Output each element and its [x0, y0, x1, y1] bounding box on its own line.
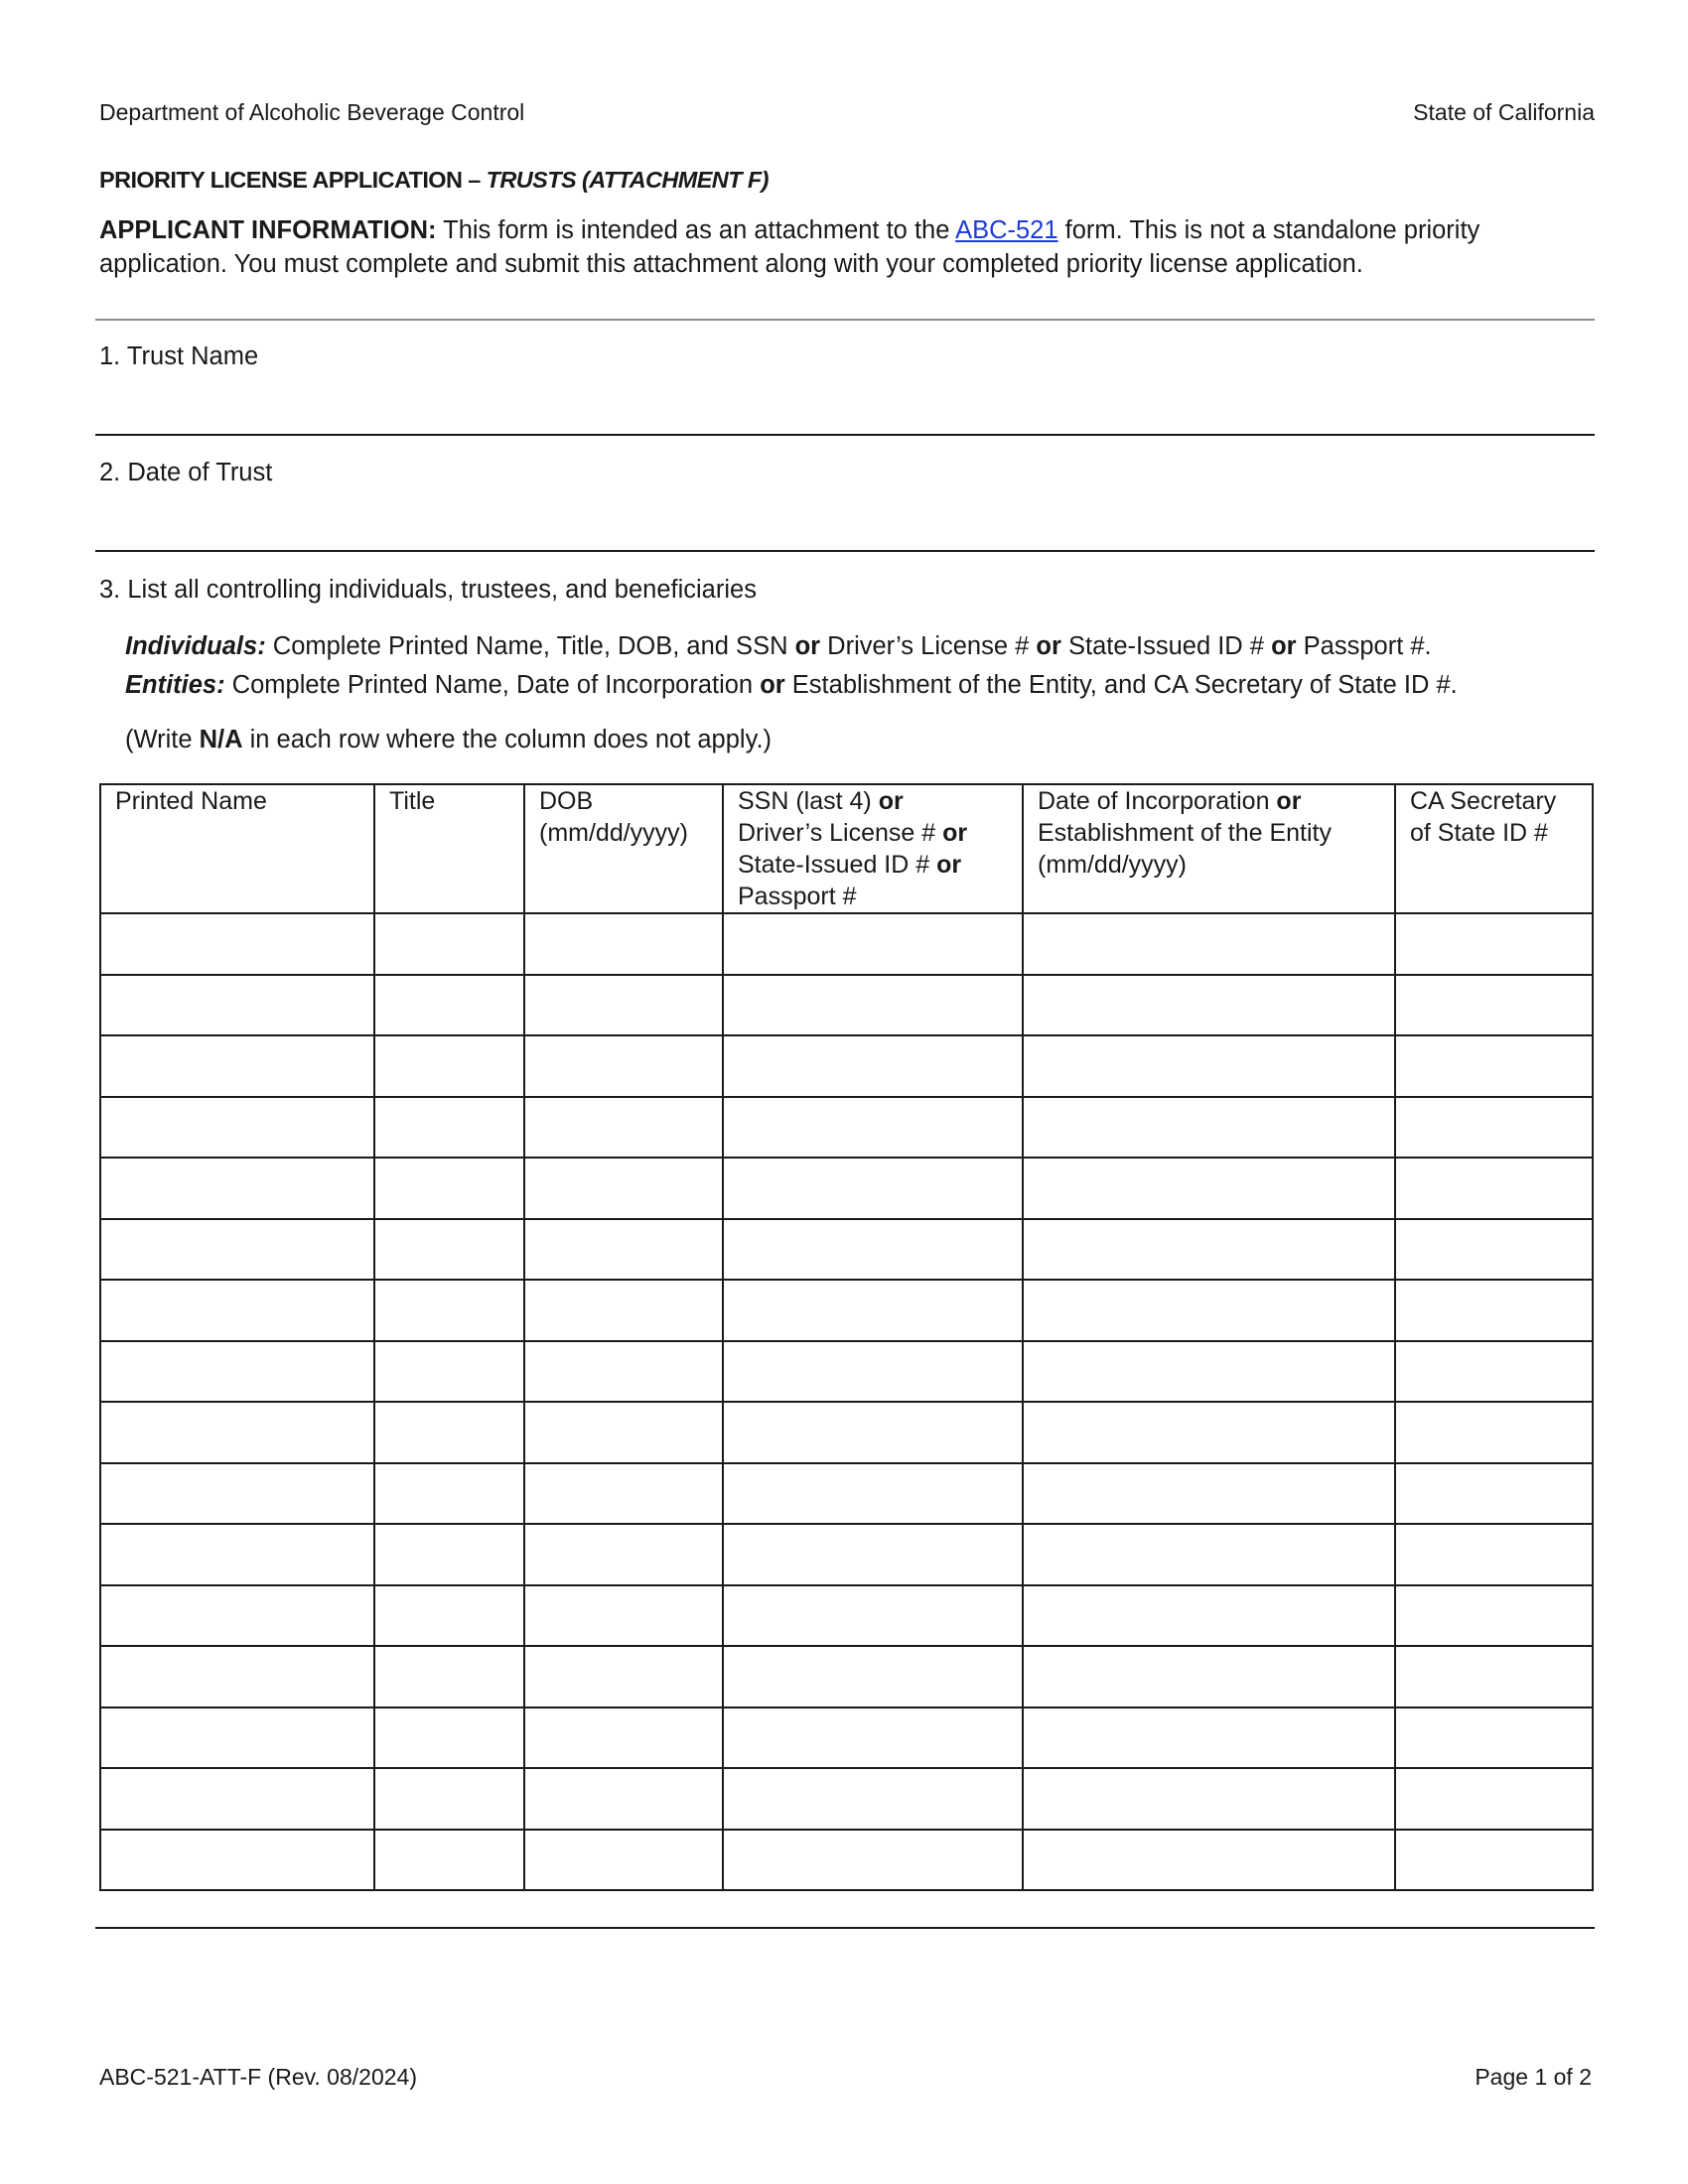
ssn-input[interactable]: [724, 1708, 1022, 1768]
ssn-input[interactable]: [724, 1831, 1022, 1890]
dob-input[interactable]: [525, 976, 722, 1035]
table-row: [100, 1035, 1593, 1097]
table-cell-ca-sos-id: [1395, 1830, 1593, 1891]
table-cell-date-of-incorporation: [1023, 1707, 1395, 1769]
table-cell-date-of-incorporation: [1023, 975, 1395, 1036]
printed-name-input[interactable]: [101, 1281, 373, 1340]
table-cell-ssn: [723, 1585, 1023, 1647]
table-cell-title: [374, 913, 524, 975]
dob-input[interactable]: [525, 1220, 722, 1280]
table-cell-ssn: [723, 1280, 1023, 1341]
table-body: [100, 913, 1593, 1890]
question-trust-name: 1. Trust Name: [99, 342, 259, 370]
table-cell-printed-name: [100, 975, 374, 1036]
bottom-divider: [95, 1927, 1595, 1929]
col-label: State-Issued ID #: [738, 851, 937, 879]
table-cell-ssn: [723, 1158, 1023, 1219]
table-cell-printed-name: [100, 1280, 374, 1341]
note-na: N/A: [199, 726, 243, 753]
col-label: (mm/dd/yyyy): [539, 819, 688, 847]
table-row: [100, 1830, 1593, 1891]
printed-name-input[interactable]: [101, 1708, 373, 1768]
title-input[interactable]: [375, 1098, 523, 1158]
title-input[interactable]: [375, 1586, 523, 1646]
ca-sos-id-input[interactable]: [1396, 1525, 1592, 1584]
table-cell-printed-name: [100, 1830, 374, 1891]
dob-input[interactable]: [525, 1708, 722, 1768]
table-cell-ca-sos-id: [1395, 1402, 1593, 1463]
table-cell-date-of-incorporation: [1023, 1280, 1395, 1341]
dob-input[interactable]: [525, 1464, 722, 1524]
table-cell-title: [374, 1158, 524, 1219]
table-cell-ssn: [723, 975, 1023, 1036]
col-label: Passport #: [738, 883, 857, 910]
table-cell-ca-sos-id: [1395, 913, 1593, 975]
note-text: in each row where the column does not apply.): [242, 726, 773, 753]
table-cell-printed-name: [100, 1097, 374, 1159]
table-cell-printed-name: [100, 1402, 374, 1463]
table-cell-dob: [524, 1158, 723, 1219]
ssn-input[interactable]: [724, 1342, 1022, 1402]
col-or: or: [1276, 787, 1302, 815]
table-cell-ssn: [723, 1768, 1023, 1830]
table-cell-title: [374, 1830, 524, 1891]
table-cell-ssn: [723, 1097, 1023, 1159]
ssn-input[interactable]: [724, 914, 1022, 974]
controlling-individuals-table: [99, 783, 1594, 1891]
table-cell-ca-sos-id: [1395, 1768, 1593, 1830]
dob-input[interactable]: [525, 1036, 722, 1096]
applicant-info-label: APPLICANT INFORMATION:: [99, 216, 437, 244]
col-or: or: [942, 819, 968, 847]
table-cell-printed-name: [100, 1646, 374, 1707]
ssn-input[interactable]: [724, 976, 1022, 1035]
table-cell-date-of-incorporation: [1023, 1158, 1395, 1219]
ca-sos-id-input[interactable]: [1396, 1769, 1592, 1829]
table-cell-printed-name: [100, 1341, 374, 1403]
table-cell-printed-name: [100, 1158, 374, 1219]
table-cell-title: [374, 1768, 524, 1830]
instr-text: Complete Printed Name, Title, DOB, and SSN: [265, 632, 795, 660]
table-row: [100, 1280, 1593, 1341]
col-ssn: [723, 784, 1023, 913]
table-cell-dob: [524, 1585, 723, 1647]
dob-input[interactable]: [525, 1098, 722, 1158]
ssn-input[interactable]: [724, 1220, 1022, 1280]
table-cell-printed-name: [100, 1463, 374, 1525]
table-row: [100, 1219, 1593, 1281]
table-cell-ca-sos-id: [1395, 1341, 1593, 1403]
ca-sos-id-input[interactable]: [1396, 1403, 1592, 1462]
table-cell-date-of-incorporation: [1023, 1341, 1395, 1403]
printed-name-input[interactable]: [101, 914, 373, 974]
date-of-incorporation-input[interactable]: [1024, 1586, 1394, 1646]
table-cell-title: [374, 1707, 524, 1769]
title-input[interactable]: [375, 1831, 523, 1890]
question-controlling-individuals: 3. List all controlling individuals, trustees, and beneficiaries: [99, 576, 757, 604]
dob-input[interactable]: [525, 1403, 722, 1462]
table-row: [100, 1158, 1593, 1219]
table-cell-ssn: [723, 1341, 1023, 1403]
col-label: Title: [389, 787, 436, 815]
table-cell-ca-sos-id: [1395, 1524, 1593, 1585]
col-label: CA Secretary: [1410, 787, 1557, 815]
instr-or: or: [794, 632, 821, 660]
table-cell-dob: [524, 1280, 723, 1341]
ssn-input[interactable]: [724, 1281, 1022, 1340]
intro-text: This form is intended as an attachment to the: [436, 216, 956, 244]
table-cell-title: [374, 1585, 524, 1647]
printed-name-input[interactable]: [101, 1159, 373, 1218]
col-dob: [524, 784, 723, 913]
table-row: [100, 1341, 1593, 1403]
trust-name-input[interactable]: [95, 388, 1599, 434]
form-title: [99, 167, 769, 194]
table-cell-ca-sos-id: [1395, 1219, 1593, 1281]
printed-name-input[interactable]: [101, 1098, 373, 1158]
date-of-incorporation-input[interactable]: [1024, 1220, 1394, 1280]
title-input[interactable]: [375, 1342, 523, 1402]
table-cell-title: [374, 1646, 524, 1707]
table-cell-dob: [524, 1219, 723, 1281]
ca-sos-id-input[interactable]: [1396, 1647, 1592, 1706]
table-cell-dob: [524, 913, 723, 975]
applicant-information: [99, 213, 1609, 281]
date-of-incorporation-input[interactable]: [1024, 1403, 1394, 1462]
printed-name-input[interactable]: [101, 1036, 373, 1096]
table-cell-date-of-incorporation: [1023, 1463, 1395, 1525]
instr-or: or: [1271, 632, 1297, 660]
printed-name-input[interactable]: [101, 1403, 373, 1462]
table-row: [100, 913, 1593, 975]
form-title-sub: TRUSTS (ATTACHMENT F): [486, 167, 769, 193]
table-cell-ssn: [723, 1524, 1023, 1585]
table-cell-dob: [524, 975, 723, 1036]
entities-instructions: [125, 671, 1458, 700]
title-input[interactable]: [375, 1281, 523, 1340]
abc-521-link[interactable]: ABC-521: [955, 216, 1058, 244]
date-of-incorporation-input[interactable]: [1024, 1769, 1394, 1829]
date-of-incorporation-input[interactable]: [1024, 976, 1394, 1035]
table-row: [100, 1585, 1593, 1647]
ssn-input[interactable]: [724, 1464, 1022, 1524]
printed-name-input[interactable]: [101, 1464, 373, 1524]
date-of-trust-input[interactable]: [95, 504, 1599, 550]
instr-text: Complete Printed Name, Date of Incorporation: [224, 671, 761, 699]
table-cell-ssn: [723, 1830, 1023, 1891]
table-cell-dob: [524, 1402, 723, 1463]
table-cell-ssn: [723, 913, 1023, 975]
dob-input[interactable]: [525, 1831, 722, 1890]
table-cell-ssn: [723, 1402, 1023, 1463]
ssn-input[interactable]: [724, 1036, 1022, 1096]
ca-sos-id-input[interactable]: [1396, 1586, 1592, 1646]
table-cell-title: [374, 975, 524, 1036]
table-cell-ca-sos-id: [1395, 1463, 1593, 1525]
form-title-main: PRIORITY LICENSE APPLICATION –: [99, 167, 487, 193]
col-label: Establishment of the Entity: [1038, 819, 1332, 847]
table-cell-dob: [524, 1830, 723, 1891]
col-or: or: [936, 851, 962, 879]
table-cell-date-of-incorporation: [1023, 1768, 1395, 1830]
date-of-incorporation-input[interactable]: [1024, 1159, 1394, 1218]
table-cell-ca-sos-id: [1395, 1707, 1593, 1769]
table-cell-printed-name: [100, 1707, 374, 1769]
table-cell-ssn: [723, 1219, 1023, 1281]
entities-label: Entities:: [125, 671, 225, 699]
table-cell-dob: [524, 1524, 723, 1585]
ca-sos-id-input[interactable]: [1396, 1342, 1592, 1402]
date-of-incorporation-input[interactable]: [1024, 1342, 1394, 1402]
printed-name-input[interactable]: [101, 1586, 373, 1646]
table-cell-date-of-incorporation: [1023, 1097, 1395, 1159]
table-cell-date-of-incorporation: [1023, 913, 1395, 975]
ca-sos-id-input[interactable]: [1396, 1220, 1592, 1280]
table-cell-title: [374, 1097, 524, 1159]
col-label: Printed Name: [115, 787, 267, 815]
dob-input[interactable]: [525, 1525, 722, 1584]
agency-name: Department of Alcoholic Beverage Control: [99, 99, 525, 125]
date-of-incorporation-input[interactable]: [1024, 1831, 1394, 1890]
col-label: (mm/dd/yyyy): [1038, 851, 1187, 879]
title-input[interactable]: [375, 1464, 523, 1524]
instr-or: or: [760, 671, 785, 699]
col-printed-name: [100, 784, 374, 913]
printed-name-input[interactable]: [101, 1525, 373, 1584]
ssn-input[interactable]: [724, 1647, 1022, 1706]
table-row: [100, 975, 1593, 1036]
table-cell-date-of-incorporation: [1023, 1524, 1395, 1585]
table-cell-ssn: [723, 1646, 1023, 1707]
table-cell-dob: [524, 1707, 723, 1769]
date-of-incorporation-input[interactable]: [1024, 1281, 1394, 1340]
table-cell-title: [374, 1219, 524, 1281]
col-date-of-incorporation: [1023, 784, 1395, 913]
date-of-incorporation-input[interactable]: [1024, 1464, 1394, 1524]
instr-text: State-Issued ID #: [1060, 632, 1272, 660]
dob-input[interactable]: [525, 1281, 722, 1340]
printed-name-input[interactable]: [101, 1647, 373, 1706]
intro-text-continued: form. This is not a standalone priority application. You must complete and submit this attachment along with your completed priority license application.: [99, 216, 1480, 278]
table-cell-dob: [524, 1646, 723, 1707]
title-input[interactable]: [375, 1403, 523, 1462]
ssn-input[interactable]: [724, 1403, 1022, 1462]
ca-sos-id-input[interactable]: [1396, 1098, 1592, 1158]
title-input[interactable]: [375, 976, 523, 1035]
printed-name-input[interactable]: [101, 1342, 373, 1402]
page-number: Page 1 of 2: [1475, 2064, 1592, 2090]
individuals-instructions: [125, 632, 1432, 661]
date-of-trust-underline: [95, 550, 1595, 552]
ca-sos-id-input[interactable]: [1396, 1036, 1592, 1096]
dob-input[interactable]: [525, 1159, 722, 1218]
table-cell-ssn: [723, 1463, 1023, 1525]
dob-input[interactable]: [525, 914, 722, 974]
dob-input[interactable]: [525, 1342, 722, 1402]
table-cell-title: [374, 1035, 524, 1097]
title-input[interactable]: [375, 1036, 523, 1096]
dob-input[interactable]: [525, 1586, 722, 1646]
table-cell-ssn: [723, 1707, 1023, 1769]
instr-text: Passport #.: [1296, 632, 1432, 660]
table-cell-date-of-incorporation: [1023, 1830, 1395, 1891]
table-cell-title: [374, 1341, 524, 1403]
ca-sos-id-input[interactable]: [1396, 1708, 1592, 1768]
instr-text: Establishment of the Entity, and CA Secretary of State ID #.: [784, 671, 1458, 699]
form-id: ABC-521-ATT-F (Rev. 08/2024): [99, 2064, 417, 2090]
table-cell-dob: [524, 1341, 723, 1403]
printed-name-input[interactable]: [101, 1769, 373, 1829]
col-title: [374, 784, 524, 913]
printed-name-input[interactable]: [101, 1831, 373, 1890]
ca-sos-id-input[interactable]: [1396, 1159, 1592, 1218]
note-text: (Write: [125, 726, 200, 753]
individuals-label: Individuals:: [125, 632, 266, 660]
table-cell-date-of-incorporation: [1023, 1219, 1395, 1281]
table-cell-printed-name: [100, 1219, 374, 1281]
table-cell-title: [374, 1402, 524, 1463]
table-row: [100, 1707, 1593, 1769]
col-label: SSN (last 4): [738, 787, 879, 815]
table-cell-title: [374, 1280, 524, 1341]
date-of-incorporation-input[interactable]: [1024, 1098, 1394, 1158]
table-cell-ca-sos-id: [1395, 1158, 1593, 1219]
instr-text: Driver’s License #: [820, 632, 1037, 660]
table-row: [100, 1768, 1593, 1830]
table-cell-date-of-incorporation: [1023, 1646, 1395, 1707]
col-label: DOB: [539, 787, 594, 815]
ca-sos-id-input[interactable]: [1396, 914, 1592, 974]
table-cell-date-of-incorporation: [1023, 1402, 1395, 1463]
ssn-input[interactable]: [724, 1586, 1022, 1646]
date-of-incorporation-input[interactable]: [1024, 1525, 1394, 1584]
table-cell-printed-name: [100, 1035, 374, 1097]
table-cell-title: [374, 1463, 524, 1525]
date-of-incorporation-input[interactable]: [1024, 1647, 1394, 1706]
ca-sos-id-input[interactable]: [1396, 1464, 1592, 1524]
ssn-input[interactable]: [724, 1525, 1022, 1584]
table-row: [100, 1463, 1593, 1525]
table-row: [100, 1097, 1593, 1159]
trust-name-underline: [95, 434, 1595, 436]
table-cell-dob: [524, 1463, 723, 1525]
table-cell-printed-name: [100, 1768, 374, 1830]
table-cell-dob: [524, 1035, 723, 1097]
col-label: Date of Incorporation: [1038, 787, 1277, 815]
printed-name-input[interactable]: [101, 976, 373, 1035]
col-ca-sos-id: [1395, 784, 1593, 913]
table-cell-dob: [524, 1097, 723, 1159]
col-label: of State ID #: [1410, 819, 1548, 847]
write-na-note: [125, 726, 772, 754]
title-input[interactable]: [375, 1769, 523, 1829]
printed-name-input[interactable]: [101, 1220, 373, 1280]
ssn-input[interactable]: [724, 1098, 1022, 1158]
table-cell-ca-sos-id: [1395, 1646, 1593, 1707]
instr-or: or: [1036, 632, 1061, 660]
ssn-input[interactable]: [724, 1769, 1022, 1829]
divider: [95, 319, 1595, 321]
date-of-incorporation-input[interactable]: [1024, 1036, 1394, 1096]
table-cell-dob: [524, 1768, 723, 1830]
title-input[interactable]: [375, 1708, 523, 1768]
title-input[interactable]: [375, 914, 523, 974]
table-cell-printed-name: [100, 1524, 374, 1585]
table-cell-ca-sos-id: [1395, 1035, 1593, 1097]
ssn-input[interactable]: [724, 1159, 1022, 1218]
col-or: or: [878, 787, 904, 815]
col-label: Driver’s License #: [738, 819, 943, 847]
ca-sos-id-input[interactable]: [1396, 1831, 1592, 1890]
title-input[interactable]: [375, 1220, 523, 1280]
table-row: [100, 1646, 1593, 1707]
dob-input[interactable]: [525, 1769, 722, 1829]
table-header-row: [100, 784, 1593, 913]
title-input[interactable]: [375, 1525, 523, 1584]
table-cell-title: [374, 1524, 524, 1585]
ca-sos-id-input[interactable]: [1396, 1281, 1592, 1340]
state-name: State of California: [1413, 99, 1595, 125]
table-cell-printed-name: [100, 1585, 374, 1647]
table-cell-date-of-incorporation: [1023, 1585, 1395, 1647]
title-input[interactable]: [375, 1647, 523, 1706]
title-input[interactable]: [375, 1159, 523, 1218]
table-cell-date-of-incorporation: [1023, 1035, 1395, 1097]
date-of-incorporation-input[interactable]: [1024, 914, 1394, 974]
table-cell-ssn: [723, 1035, 1023, 1097]
table-cell-ca-sos-id: [1395, 1097, 1593, 1159]
ca-sos-id-input[interactable]: [1396, 976, 1592, 1035]
table-row: [100, 1402, 1593, 1463]
table-cell-ca-sos-id: [1395, 1280, 1593, 1341]
table-cell-ca-sos-id: [1395, 975, 1593, 1036]
table-cell-ca-sos-id: [1395, 1585, 1593, 1647]
date-of-incorporation-input[interactable]: [1024, 1708, 1394, 1768]
table-row: [100, 1524, 1593, 1585]
question-date-of-trust: 2. Date of Trust: [99, 459, 273, 486]
table-cell-printed-name: [100, 913, 374, 975]
dob-input[interactable]: [525, 1647, 722, 1706]
